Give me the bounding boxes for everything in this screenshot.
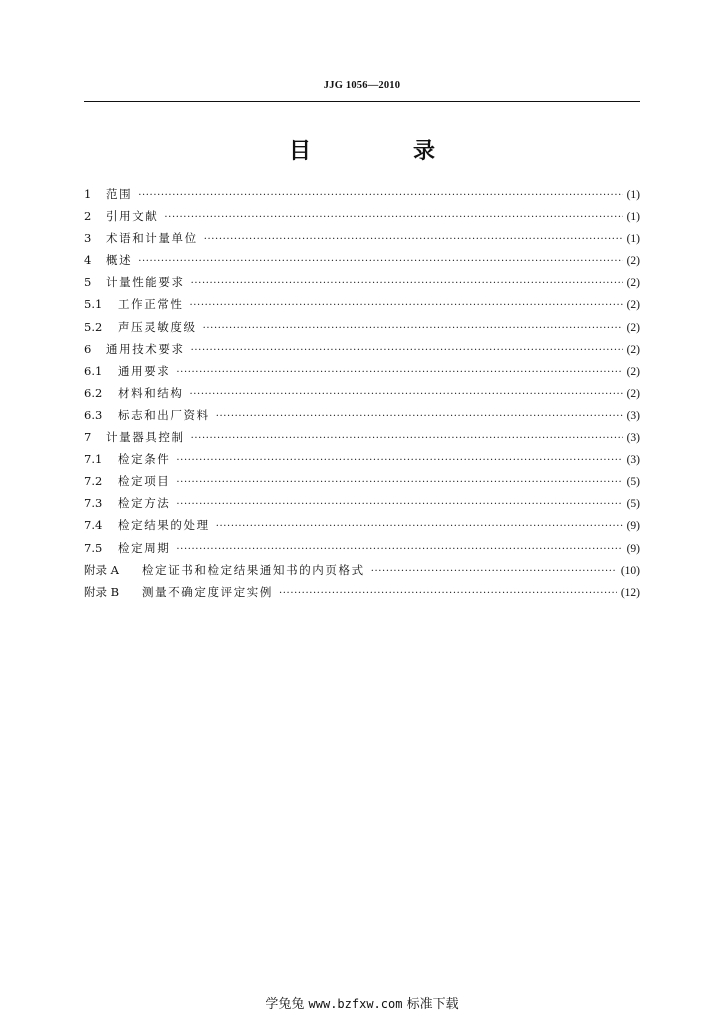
toc-entry-page: (2): [626, 255, 640, 268]
toc-dot-leader: [279, 588, 617, 599]
toc-entry-number: 7: [84, 430, 92, 445]
toc-entry-label: 范围: [106, 187, 133, 201]
toc-dot-leader: [176, 544, 622, 555]
toc-entry[interactable]: [84, 451, 640, 473]
toc-entry-label: 材料和结构: [118, 385, 184, 400]
toc-entry-label: 检定方法: [118, 496, 171, 511]
table-of-contents: [84, 186, 640, 606]
toc-entry[interactable]: [84, 230, 640, 252]
toc-dot-leader: [190, 300, 623, 311]
toc-dot-leader: [190, 389, 623, 400]
toc-entry-page: (9): [626, 520, 640, 533]
toc-entry-number: 7.5: [84, 540, 103, 555]
toc-entry-label: 计量性能要求: [106, 275, 185, 290]
toc-entry-page: (12): [620, 586, 640, 599]
header-rule: [84, 101, 640, 102]
toc-entry[interactable]: [84, 341, 640, 363]
toc-entry-page: (3): [626, 409, 640, 422]
toc-dot-leader: [216, 521, 623, 532]
toc-entry-page: (2): [626, 387, 640, 400]
toc-entry[interactable]: [84, 296, 640, 318]
toc-entry-number: 7.3: [84, 496, 103, 511]
toc-entry-page: (10): [620, 564, 640, 577]
toc-entry-number: 7.2: [84, 474, 103, 489]
toc-dot-leader: [191, 345, 623, 356]
toc-entry-page: (3): [626, 454, 640, 467]
toc-entry[interactable]: [84, 385, 640, 407]
toc-dot-leader: [138, 190, 622, 201]
toc-entry-page: (2): [626, 299, 640, 312]
toc-entry[interactable]: [84, 562, 640, 584]
toc-entry[interactable]: [84, 495, 640, 517]
toc-dot-leader: [191, 433, 623, 444]
toc-entry-page: (1): [626, 233, 640, 246]
toc-entry-number: 6.3: [84, 407, 103, 422]
footer: [84, 993, 640, 1012]
toc-entry-number: 6.2: [84, 385, 103, 400]
toc-entry-label: 计量器具控制: [106, 430, 185, 445]
toc-entry-page: (2): [626, 321, 640, 334]
footer-tagline: 标准下载: [406, 997, 459, 1012]
toc-entry[interactable]: [84, 429, 640, 451]
toc-entry-number: 3: [84, 231, 92, 246]
toc-entry-page: (5): [626, 498, 640, 511]
toc-dot-leader: [176, 477, 622, 488]
toc-entry-number: 附录 A: [84, 562, 119, 577]
toc-entry-number: 7.1: [84, 452, 103, 467]
toc-entry-label: 检定项目: [118, 474, 171, 489]
toc-entry-number: 附录 B: [84, 584, 120, 599]
toc-entry-number: 2: [84, 209, 92, 224]
toc-entry-label: 测量不确定度评定实例: [142, 584, 273, 599]
toc-entry[interactable]: [84, 252, 640, 274]
toc-entry[interactable]: [84, 186, 640, 208]
header-standard-code: JJG 1056—2010: [323, 80, 401, 91]
toc-entry-page: (1): [626, 189, 640, 201]
page-title: 目 录: [288, 139, 475, 164]
toc-entry-page: (2): [626, 277, 640, 290]
toc-dot-leader: [176, 499, 622, 510]
toc-entry[interactable]: [84, 517, 640, 539]
toc-dot-leader: [191, 278, 623, 289]
toc-entry-label: 检定周期: [118, 540, 171, 555]
toc-entry-page: (9): [626, 542, 640, 555]
toc-dot-leader: [176, 367, 622, 378]
toc-dot-leader: [203, 323, 623, 334]
toc-entry[interactable]: [84, 319, 640, 341]
toc-entry-page: (2): [626, 365, 640, 378]
toc-entry-label: 概述: [106, 253, 133, 268]
footer-site-link[interactable]: www.bzfxw.com: [308, 997, 403, 1011]
toc-entry-number: 5: [84, 275, 92, 290]
toc-entry-label: 声压灵敏度级: [118, 319, 197, 334]
toc-entry-label: 标志和出厂资料: [118, 407, 210, 422]
toc-entry[interactable]: [84, 363, 640, 385]
toc-entry-page: (1): [626, 211, 640, 224]
toc-entry[interactable]: [84, 473, 640, 495]
toc-entry[interactable]: [84, 208, 640, 230]
toc-entry-label: 检定结果的处理: [118, 518, 210, 533]
toc-dot-leader: [176, 455, 622, 466]
toc-dot-leader: [216, 411, 623, 422]
toc-entry[interactable]: [84, 407, 640, 429]
toc-entry-label: 通用要求: [118, 363, 171, 378]
toc-entry-page: (2): [626, 343, 640, 356]
toc-dot-leader: [164, 212, 622, 223]
toc-entry-label: 引用文献: [106, 209, 159, 224]
toc-entry-label: 检定证书和检定结果通知书的内页格式: [142, 562, 365, 577]
toc-entry-label: 工作正常性: [118, 297, 184, 312]
toc-entry-label: 通用技术要求: [106, 341, 185, 356]
toc-entry-number: 4: [84, 253, 92, 268]
toc-entry[interactable]: [84, 540, 640, 562]
toc-dot-leader: [204, 234, 623, 245]
toc-entry[interactable]: [84, 584, 640, 606]
toc-entry-number: 1: [84, 187, 92, 201]
toc-entry-number: 5.2: [84, 319, 103, 334]
toc-entry-number: 7.4: [84, 518, 103, 533]
toc-entry-number: 6.1: [84, 363, 103, 378]
toc-entry-label: 检定条件: [118, 452, 171, 467]
toc-entry-label: 术语和计量单位: [106, 231, 198, 246]
toc-entry-number: 6: [84, 341, 92, 356]
toc-dot-leader: [371, 566, 617, 577]
toc-dot-leader: [138, 256, 622, 267]
toc-entry-page: (3): [626, 432, 640, 445]
footer-brand: 学兔兔: [265, 997, 305, 1012]
toc-entry[interactable]: [84, 274, 640, 296]
toc-entry-page: (5): [626, 476, 640, 489]
toc-entry-number: 5.1: [84, 297, 103, 312]
